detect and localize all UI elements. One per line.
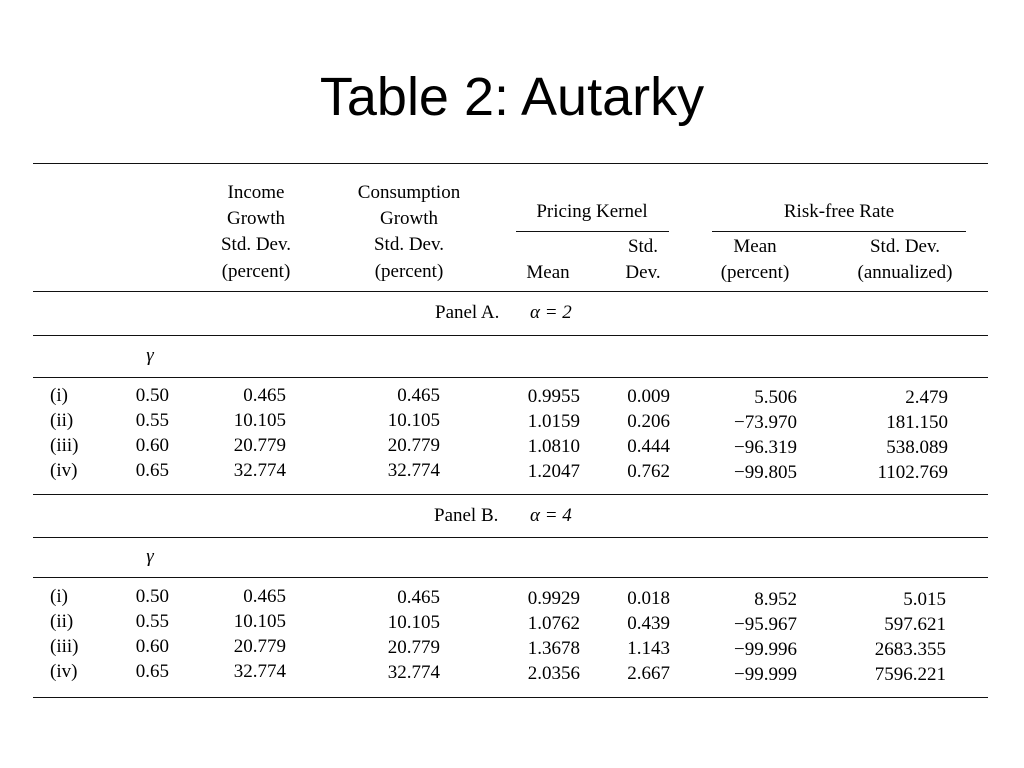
pk-mean-value: 1.2047 — [527, 461, 580, 482]
income-value: 10.105 — [233, 410, 286, 431]
gamma-value: 0.65 — [135, 460, 169, 481]
pk-std-value: 0.009 — [627, 386, 670, 407]
consumption-value: 0.465 — [397, 385, 440, 406]
rf-mean-value: 5.506 — [754, 387, 797, 408]
pricing-kernel-header: Pricing Kernel — [536, 201, 648, 222]
rf-mean-value: −99.805 — [734, 462, 797, 483]
panel-b-rule — [33, 537, 988, 538]
rf-mean-value: 8.952 — [754, 589, 797, 610]
panel-a-gamma-rule — [33, 377, 988, 378]
income-header-line-2: Growth — [226, 208, 286, 229]
income-value: 0.465 — [243, 586, 286, 607]
consumption-header-line-4: (percent) — [374, 261, 444, 282]
risk-free-header: Risk-free Rate — [783, 201, 895, 222]
rf-mean-value: −99.996 — [734, 639, 797, 660]
rf-std-header-line-1: Std. Dev. — [869, 236, 941, 257]
rf-std-value: 2683.355 — [874, 639, 946, 660]
panel-a-rule — [33, 335, 988, 336]
risk-free-underline — [712, 231, 966, 232]
pk-std-value: 2.667 — [627, 663, 670, 684]
pk-std-value: 0.762 — [627, 461, 670, 482]
row-id: (i) — [50, 586, 68, 607]
pk-mean-value: 1.0810 — [527, 436, 580, 457]
pricing-kernel-underline — [516, 231, 669, 232]
panel-b-alpha: α = 4 — [530, 505, 572, 526]
panel-b-gamma-rule — [33, 577, 988, 578]
pk-std-header-line-1: Std. — [627, 236, 659, 257]
table-top-rule — [33, 163, 988, 164]
pk-std-header-line-2: Dev. — [625, 262, 661, 283]
pk-mean-value: 1.3678 — [527, 638, 580, 659]
income-header-line-3: Std. Dev. — [220, 234, 292, 255]
income-value: 20.779 — [233, 636, 286, 657]
pk-mean-value: 0.9929 — [527, 588, 580, 609]
rf-std-header-line-2: (annualized) — [857, 262, 953, 283]
rf-std-value: 2.479 — [905, 387, 948, 408]
consumption-value: 0.465 — [397, 587, 440, 608]
panel-a-gamma-label: γ — [146, 345, 154, 366]
rf-mean-header-line-1: Mean — [733, 236, 777, 257]
pk-mean-value: 1.0762 — [527, 613, 580, 634]
gamma-value: 0.50 — [135, 385, 169, 406]
pk-std-value: 0.018 — [627, 588, 670, 609]
consumption-header-line-2: Growth — [379, 208, 439, 229]
panel-a-label: Panel A. — [435, 302, 500, 323]
panel-b-gamma-label: γ — [146, 546, 154, 567]
consumption-header-line-1: Consumption — [357, 182, 461, 203]
pk-mean-header: Mean — [526, 262, 570, 283]
pk-mean-value: 0.9955 — [527, 386, 580, 407]
rf-std-value: 7596.221 — [874, 664, 946, 685]
consumption-value: 10.105 — [387, 612, 440, 633]
row-id: (iii) — [50, 435, 79, 456]
slide-title: Table 2: Autarky — [319, 67, 705, 127]
gamma-value: 0.55 — [135, 611, 169, 632]
income-value: 10.105 — [233, 611, 286, 632]
income-value: 20.779 — [233, 435, 286, 456]
income-value: 32.774 — [233, 460, 286, 481]
rf-std-value: 538.089 — [886, 437, 948, 458]
row-id: (ii) — [50, 410, 74, 431]
gamma-value: 0.50 — [135, 586, 169, 607]
rf-std-value: 181.150 — [886, 412, 948, 433]
gamma-value: 0.60 — [135, 636, 169, 657]
income-value: 32.774 — [233, 661, 286, 682]
panel-a-alpha: α = 2 — [530, 302, 572, 323]
row-id: (iv) — [50, 460, 78, 481]
income-value: 0.465 — [243, 385, 286, 406]
pk-std-value: 0.439 — [627, 613, 670, 634]
pk-std-value: 0.206 — [627, 411, 670, 432]
gamma-value: 0.60 — [135, 435, 169, 456]
rf-std-value: 5.015 — [903, 589, 946, 610]
panel-b-label: Panel B. — [434, 505, 499, 526]
panel-a-bottom-rule — [33, 494, 988, 495]
rf-std-value: 597.621 — [884, 614, 946, 635]
consumption-value: 10.105 — [387, 410, 440, 431]
gamma-value: 0.55 — [135, 410, 169, 431]
rf-mean-value: −95.967 — [734, 614, 797, 635]
income-header-line-1: Income — [227, 182, 285, 203]
pk-mean-value: 2.0356 — [527, 663, 580, 684]
pk-std-value: 0.444 — [627, 436, 670, 457]
income-header-line-4: (percent) — [221, 261, 291, 282]
row-id: (iii) — [50, 636, 79, 657]
rf-mean-value: −73.970 — [734, 412, 797, 433]
rf-std-value: 1102.769 — [877, 462, 948, 483]
row-id: (ii) — [50, 611, 74, 632]
pk-mean-value: 1.0159 — [527, 411, 580, 432]
rf-mean-value: −99.999 — [734, 664, 797, 685]
row-id: (i) — [50, 385, 68, 406]
gamma-value: 0.65 — [135, 661, 169, 682]
header-bottom-rule — [33, 291, 988, 292]
consumption-value: 32.774 — [387, 662, 440, 683]
pk-std-value: 1.143 — [627, 638, 670, 659]
consumption-header-line-3: Std. Dev. — [373, 234, 445, 255]
consumption-value: 20.779 — [387, 637, 440, 658]
row-id: (iv) — [50, 661, 78, 682]
rf-mean-header-line-2: (percent) — [720, 262, 790, 283]
consumption-value: 20.779 — [387, 435, 440, 456]
rf-mean-value: −96.319 — [734, 437, 797, 458]
table-bottom-rule — [33, 697, 988, 698]
consumption-value: 32.774 — [387, 460, 440, 481]
